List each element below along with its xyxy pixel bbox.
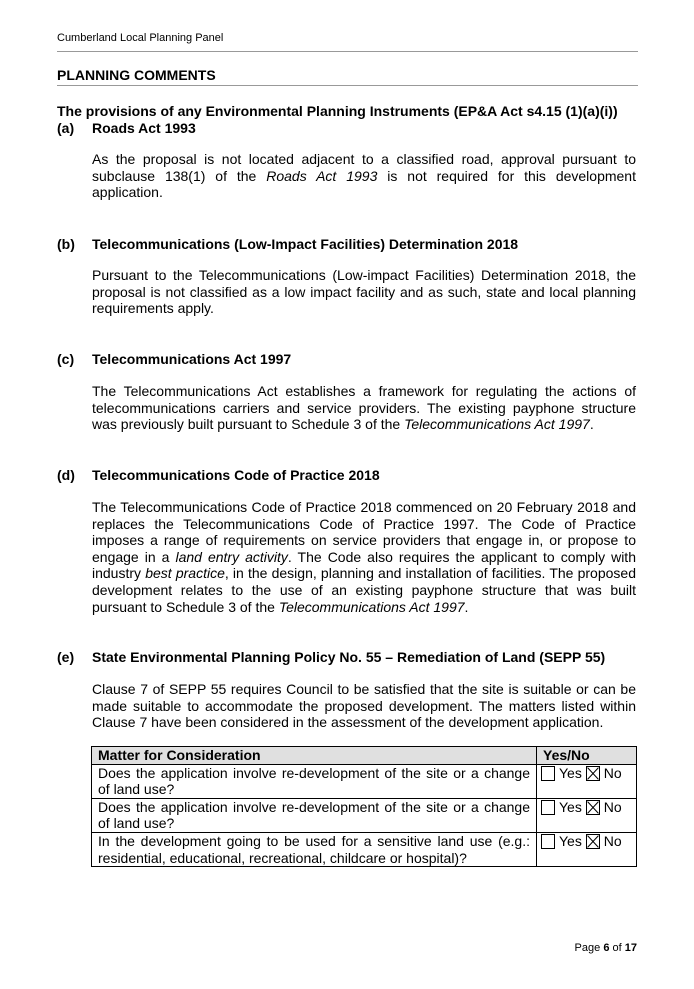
subsection-title: Telecommunications Act 1997 xyxy=(92,351,292,367)
subsection-letter: (d) xyxy=(57,467,75,483)
no-label: No xyxy=(603,832,622,849)
subsection-c-heading xyxy=(57,351,291,367)
text: , in the design, planning and installation of facilities. The proposed development relates to the use of an existing payphone structure that was built pursuant to Schedule 3 of the xyxy=(92,565,636,615)
yes-no-cell xyxy=(537,764,637,798)
italic-text: Roads Act 1993 xyxy=(266,167,378,184)
subsection-letter: (c) xyxy=(57,351,75,367)
italic-text: land entry activity xyxy=(175,548,288,565)
matter-question: Does the application involve re-development of the site or a change of land use? xyxy=(92,764,537,798)
page-header: Cumberland Local Planning Panel xyxy=(57,32,224,44)
table-row xyxy=(92,764,637,798)
no-checkbox[interactable] xyxy=(586,834,600,849)
matter-question: Does the application involve re-development of the site or a change of land use? xyxy=(92,798,537,832)
no-label: No xyxy=(603,764,622,781)
yes-no-cell xyxy=(537,832,637,866)
italic-text: Telecommunications Act 1997 xyxy=(404,416,590,433)
text: is not required for this development application. xyxy=(92,167,636,201)
subsection-letter: (a) xyxy=(57,120,75,136)
subsection-title: Roads Act 1993 xyxy=(92,120,196,136)
yes-checkbox[interactable] xyxy=(541,834,555,849)
yes-checkbox[interactable] xyxy=(541,800,555,815)
section-divider xyxy=(57,85,638,86)
page-label: Page xyxy=(574,942,601,954)
yes-label: Yes xyxy=(559,764,582,781)
subsection-letter: (b) xyxy=(57,236,75,252)
column-header-matter: Matter for Consideration xyxy=(92,747,537,765)
column-header-yes-no: Yes/No xyxy=(537,747,637,765)
text: . The Code also requires the applicant to comply with industry xyxy=(92,548,636,582)
subsection-d-paragraph xyxy=(92,499,636,615)
subsection-a-heading xyxy=(57,120,196,136)
subsection-b-heading xyxy=(57,236,518,252)
page-current: 6 xyxy=(603,942,610,954)
table-row xyxy=(92,832,637,866)
subsection-a-paragraph xyxy=(92,151,636,201)
section-heading: PLANNING COMMENTS xyxy=(57,67,216,83)
text: . xyxy=(464,598,469,615)
subsection-b-paragraph: Pursuant to the Telecommunications (Low-impact Facilities) Determination 2018, the proposal is not classified as a low impact facility and as such, state and local planning requirements apply. xyxy=(92,267,636,317)
subsection-letter: (e) xyxy=(57,649,75,665)
text: The Telecommunications Code of Practice 2018 commenced on 20 February 2018 and replaces the Telecommunications Code of Practice 1997. The Code of Practice imposes a range of requirements on service providers that engage in, or propose to engage in a xyxy=(92,499,636,565)
no-label: No xyxy=(603,798,622,815)
subsection-c-paragraph xyxy=(92,383,636,433)
header-divider xyxy=(57,51,638,52)
text: The Telecommunications Act establishes a framework for regulating the actions of telecommunications carriers and service providers. The existing payphone structure was previously built pursuant to Schedule 3 of the xyxy=(92,383,636,433)
text: As the proposal is not located adjacent to a classified road, approval pursuant to subclause 138(1) of the xyxy=(92,151,636,184)
table-header-row xyxy=(92,747,637,765)
yes-label: Yes xyxy=(559,832,582,849)
yes-no-cell xyxy=(537,798,637,832)
italic-text: best practice xyxy=(145,565,225,582)
matters-table xyxy=(91,746,637,867)
no-checkbox[interactable] xyxy=(586,800,600,815)
page-total: 17 xyxy=(624,942,637,954)
no-checkbox[interactable] xyxy=(586,766,600,781)
subsection-title: Telecommunications (Low-Impact Facilities) Determination 2018 xyxy=(92,236,519,252)
page-footer xyxy=(575,942,637,954)
yes-label: Yes xyxy=(559,798,582,815)
intro-heading: The provisions of any Environmental Planning Instruments (EP&A Act s4.15 (1)(a)(i)) xyxy=(57,103,618,119)
matter-question: In the development going to be used for a sensitive land use (e.g.: residential, educational, recreational, childcare or hospital)? xyxy=(92,832,537,866)
subsection-title: State Environmental Planning Policy No. 55 – Remediation of Land (SEPP 55) xyxy=(92,649,606,665)
subsection-e-paragraph: Clause 7 of SEPP 55 requires Council to be satisfied that the site is suitable or can be made suitable to accommodate the proposed development. The matters listed within Clause 7 have been considered in the assessment of the development application. xyxy=(92,681,636,731)
yes-checkbox[interactable] xyxy=(541,766,555,781)
text: . xyxy=(589,416,594,433)
subsection-title: Telecommunications Code of Practice 2018 xyxy=(92,467,380,483)
subsection-d-heading xyxy=(57,467,380,483)
subsection-e-heading xyxy=(57,649,605,665)
table-row xyxy=(92,798,637,832)
italic-text: Telecommunications Act 1997 xyxy=(278,598,465,615)
of-label: of xyxy=(612,942,622,954)
